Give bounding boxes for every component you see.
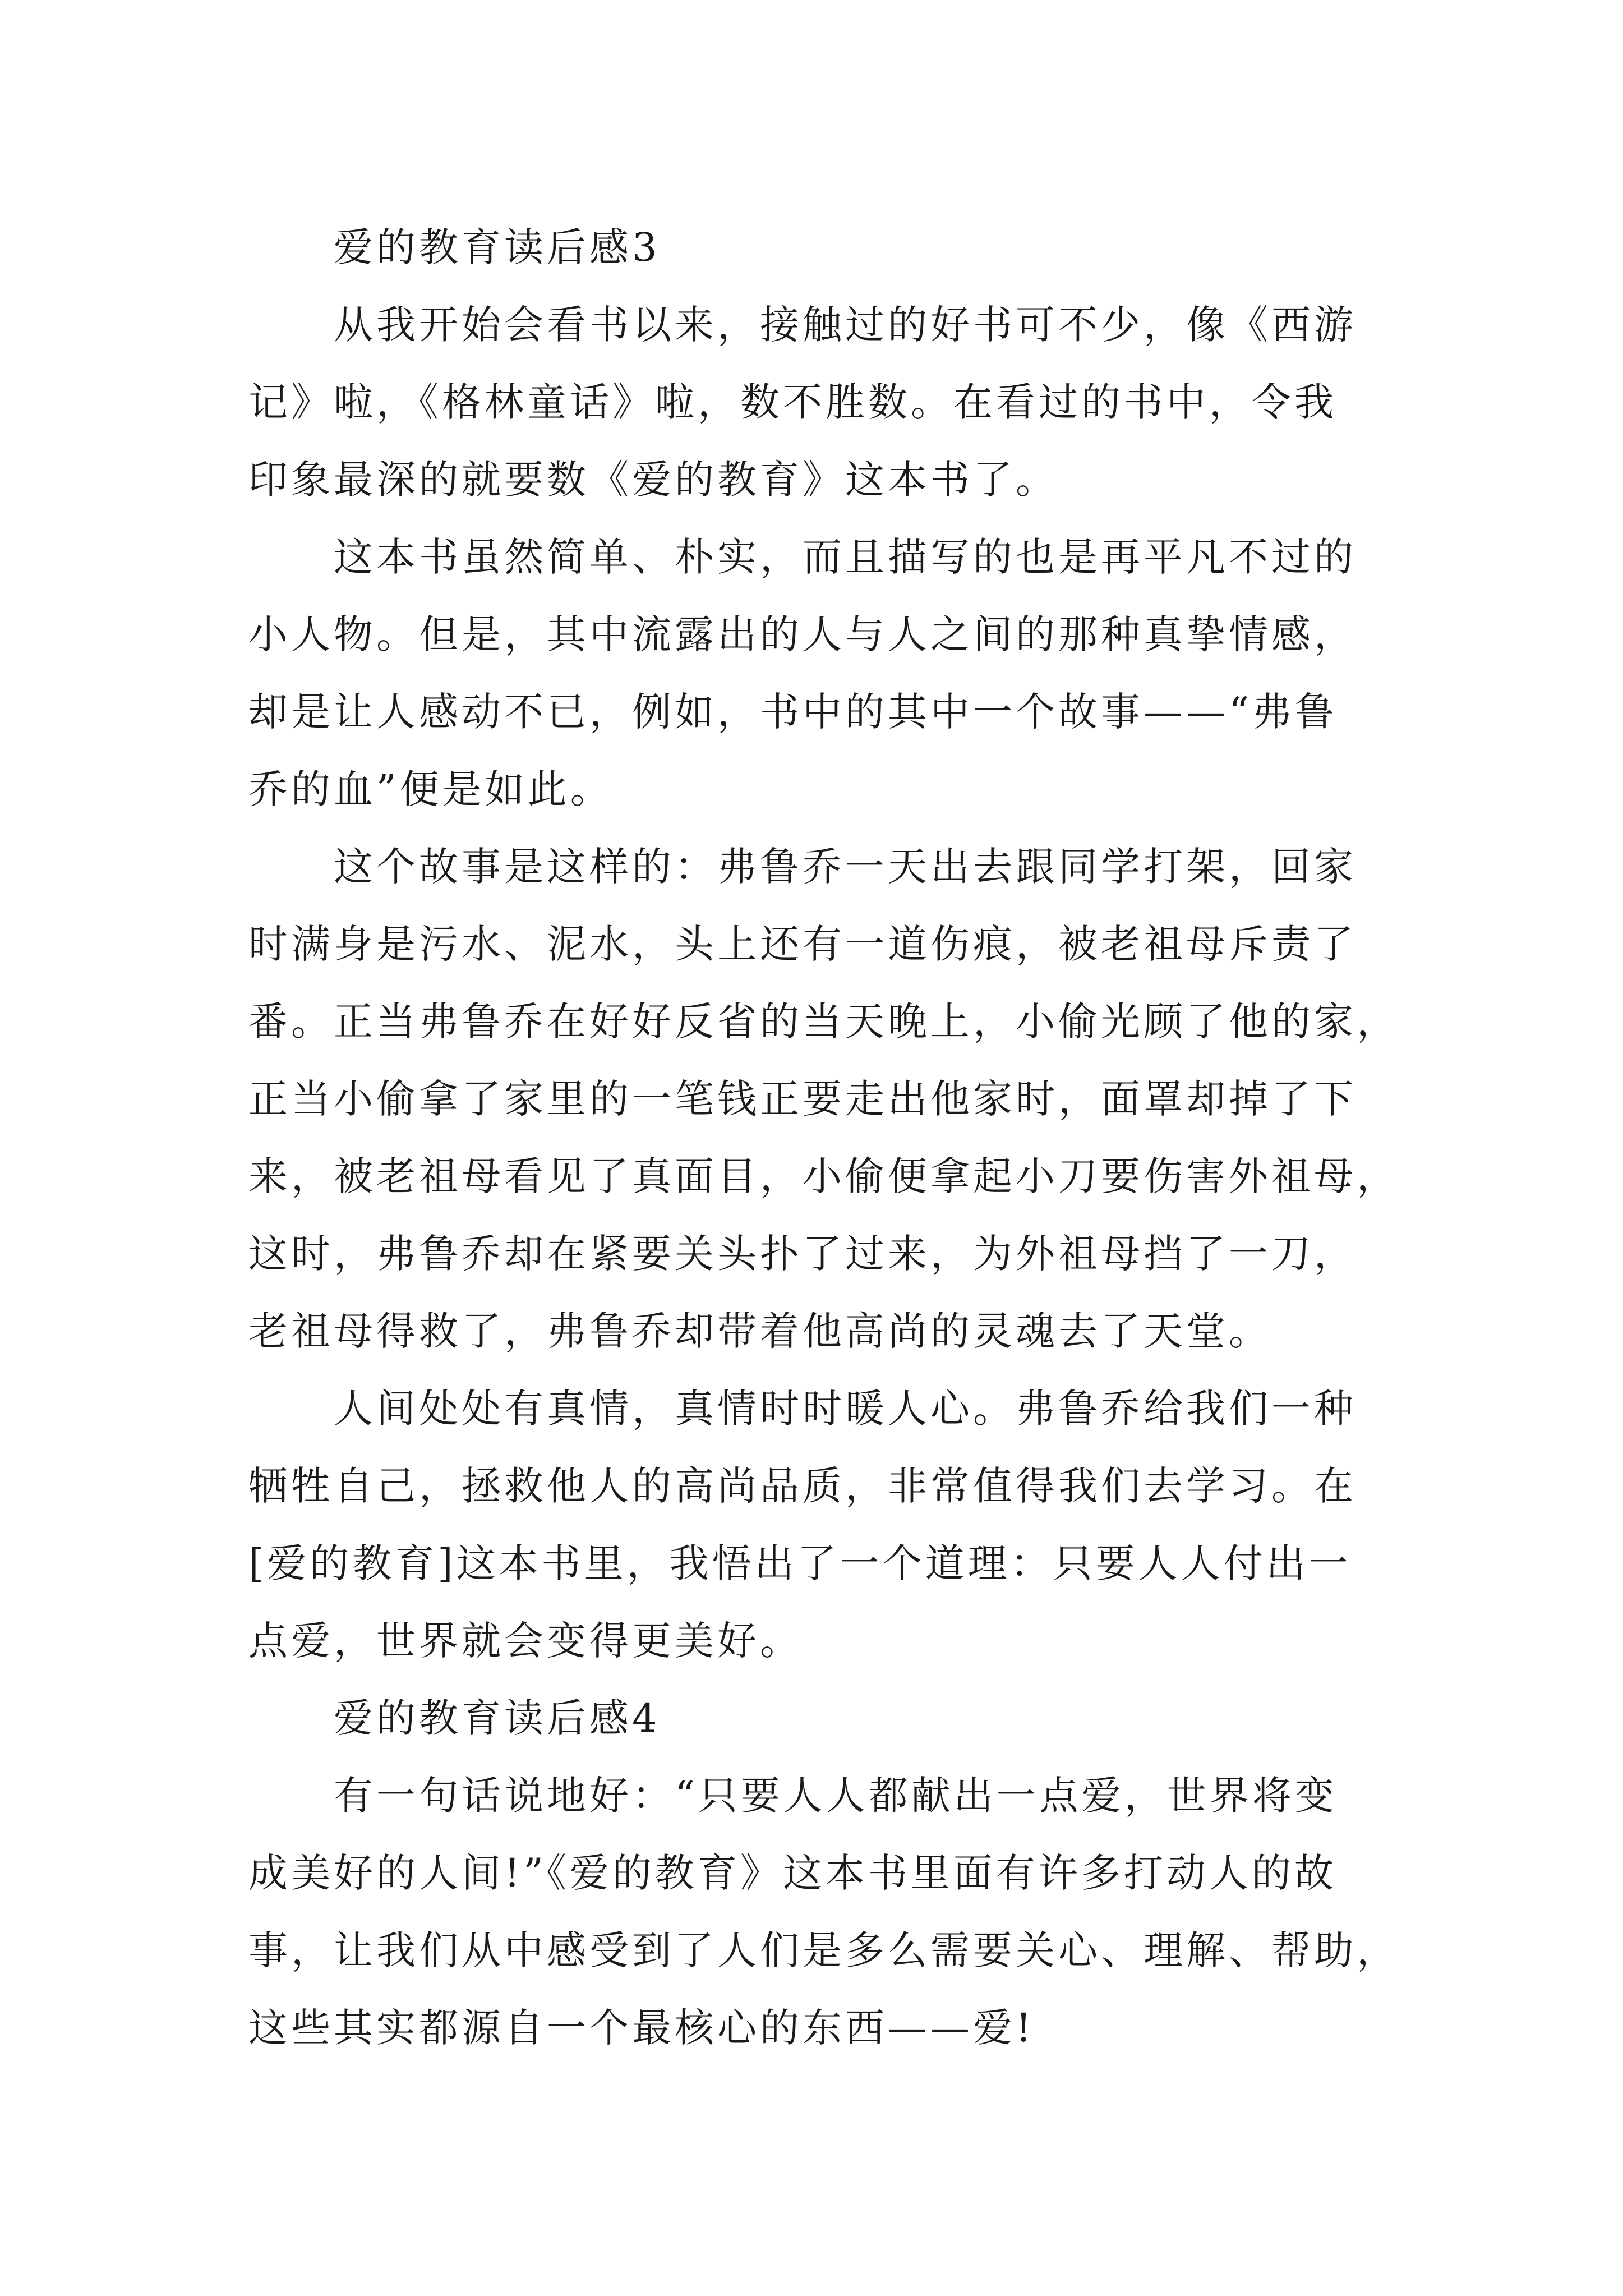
paragraph-line: 番。正当弗鲁乔在好好反省的当天晚上，小偷光顾了他的家， <box>248 999 1399 1045</box>
paragraph-line: [爱的教育]这本书里，我悟出了一个道理：只要人人付出一 <box>248 1540 1352 1586</box>
paragraph-line: 从我开始会看书以来，接触过的好书可不少，像《西游 <box>334 302 1357 348</box>
paragraph-line: 时满身是污水、泥水，头上还有一道伤痕，被老祖母斥责了 <box>248 921 1357 967</box>
paragraph-line: 小人物。但是，其中流露出的人与人之间的那种真挚情感， <box>248 611 1357 657</box>
document-body <box>248 209 1399 2067</box>
paragraph-line: 点爱，世界就会变得更美好。 <box>248 1618 803 1664</box>
paragraph-line: 事，让我们从中感受到了人们是多么需要关心、理解、帮助， <box>248 1927 1399 1973</box>
paragraph-line: 成美好的人间!”《爱的教育》这本书里面有许多打动人的故 <box>248 1850 1337 1896</box>
paragraph-line: 这时，弗鲁乔却在紧要关头扑了过来，为外祖母挡了一刀， <box>248 1231 1357 1277</box>
paragraph-line: 乔的血”便是如此。 <box>248 766 613 812</box>
section-heading: 爱的教育读后感3 <box>334 224 661 270</box>
paragraph-line: 正当小偷拿了家里的一笔钱正要走出他家时，面罩却掉了下 <box>248 1076 1357 1122</box>
paragraph-line: 来，被老祖母看见了真面目，小偷便拿起小刀要伤害外祖母， <box>248 1153 1399 1199</box>
paragraph-line: 人间处处有真情，真情时时暖人心。弗鲁乔给我们一种 <box>334 1386 1357 1432</box>
section-heading: 爱的教育读后感4 <box>334 1695 661 1741</box>
paragraph-line: 有一句话说地好：“只要人人都献出一点爱，世界将变 <box>334 1773 1338 1819</box>
paragraph-line: 印象最深的就要数《爱的教育》这本书了。 <box>248 457 1058 503</box>
paragraph-line: 却是让人感动不已，例如，书中的其中一个故事——“弗鲁 <box>248 689 1338 735</box>
paragraph-line: 这本书虽然简单、朴实，而且描写的也是再平凡不过的 <box>334 534 1357 580</box>
paragraph-line: 老祖母得救了，弗鲁乔却带着他高尚的灵魂去了天堂。 <box>248 1308 1271 1354</box>
paragraph-line: 记》啦，《格林童话》啦，数不胜数。在看过的书中，令我 <box>248 379 1337 425</box>
paragraph-line: 这个故事是这样的：弗鲁乔一天出去跟同学打架，回家 <box>334 844 1357 890</box>
paragraph-line: 这些其实都源自一个最核心的东西——爱! <box>248 2005 1035 2051</box>
paragraph-line: 牺牲自己，拯救他人的高尚品质，非常值得我们去学习。在 <box>248 1463 1357 1509</box>
